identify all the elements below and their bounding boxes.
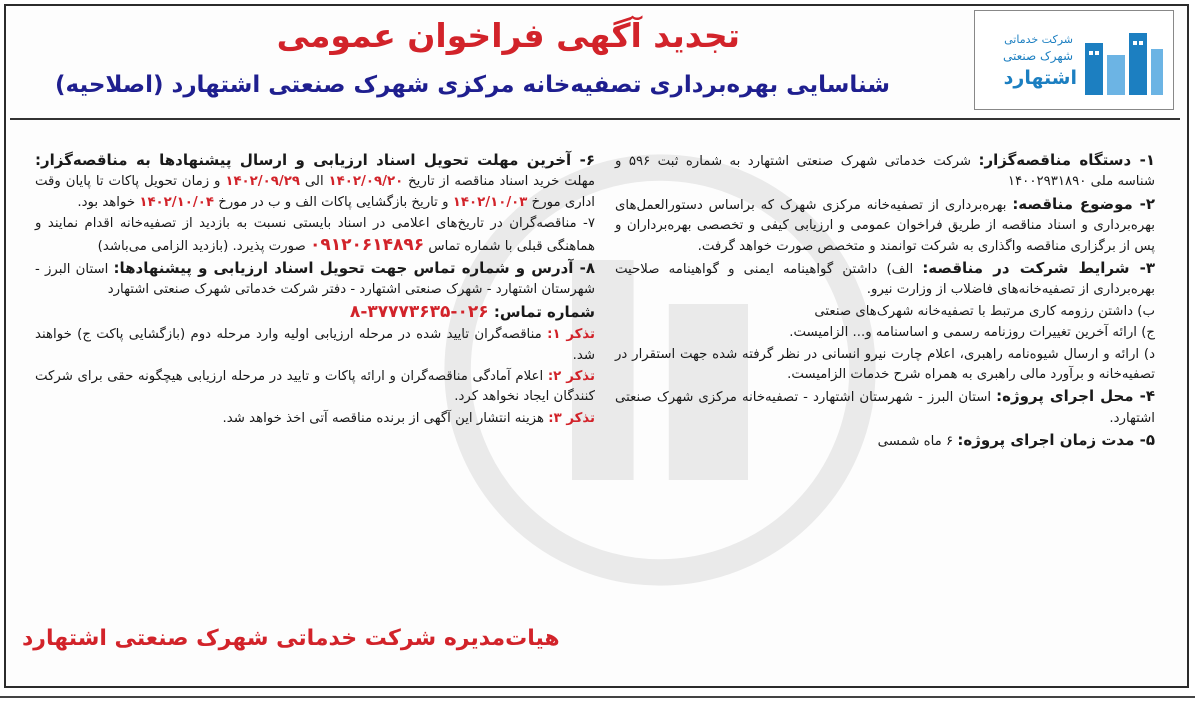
section-6-text-4: و تاریخ بازگشایی پاکات الف و ب در مورخ: [213, 194, 453, 210]
contact-phone-row: [35, 302, 595, 324]
section-2-text: بهره‌برداری از تصفیه‌خانه مرکزی شهرک که براساس دستورالعمل‌های بهره‌برداری و اسناد مناقصه از طریق فراخوان عمومی و ارزیابی کیفی و تخصصی بهره‌برداران و پس از برگزاری مناقصه واگذاری به شرکت توانمند و متخصص صورت خواهد گرفت.: [615, 197, 1155, 254]
purchase-start-date: ۱۴۰۲/۰۹/۲۰: [328, 174, 404, 190]
contact-phone-value: ۰۲۶-۳۷۷۷۳۶۳۵-۸: [349, 301, 489, 322]
section-7: [35, 214, 595, 257]
section-5: [615, 430, 1155, 452]
company-logo: [974, 10, 1174, 110]
visit-contact-phone: ۰۹۱۲۰۶۱۴۸۹۶: [309, 234, 425, 255]
section-3-heading: ۳- شرایط شرکت در مناقصه:: [922, 259, 1155, 278]
delivery-deadline-date: ۱۴۰۲/۱۰/۰۳: [452, 194, 528, 210]
purchase-end-date: ۱۴۰۲/۰۹/۲۹: [225, 174, 300, 190]
section-2-heading: ۲- موضوع مناقصه:: [1012, 194, 1156, 213]
note-3: [35, 409, 595, 429]
left-column: [35, 150, 595, 430]
section-7-text-1: ۷- مناقصه‌گران در تاریخ‌های اعلامی در اسناد بایستی نسبت به بازدید از تصفیه‌خانه اقدام نمایند و هماهنگی قبلی با شماره تماس: [35, 216, 595, 254]
note-2: [35, 367, 595, 408]
section-6-text-5: خواهد بود.: [77, 194, 140, 210]
section-5-text: ۶ ماه شمسی: [877, 434, 958, 450]
note-3-heading: تذکر ۳:: [548, 410, 595, 426]
board-signature: هیات‌مدیره شرکت خدماتی شهرک صنعتی اشتهارد: [22, 626, 560, 651]
section-2: [615, 194, 1155, 257]
section-4-text: استان البرز - شهرستان اشتهارد - تصفیه‌خانه مرکزی شهرک صنعتی اشتهارد.: [615, 390, 1155, 426]
section-8: [35, 258, 595, 301]
section-8-text: استان البرز - شهرستان اشتهارد - شهرک صنعتی اشتهارد - دفتر شرکت خدماتی شهرک صنعتی اشتهارد: [35, 262, 595, 298]
section-1-text: شرکت خدماتی شهرک صنعتی اشتهارد به شماره ثبت ۵۹۶ و شناسه ملی ۱۴۰۰۲۹۳۱۸۹۰: [615, 154, 1155, 190]
section-4: [615, 386, 1155, 429]
section-3-item-a: الف) داشتن گواهینامه ایمنی و گواهینامه صلاحیت بهره‌برداری از تصفیه‌خانه‌های فاضلاب از وزارت نیرو.: [615, 262, 1155, 298]
section-4-heading: ۴- محل اجرای پروژه:: [996, 387, 1156, 406]
note-2-heading: تذکر ۲:: [547, 369, 595, 385]
opening-date: ۱۴۰۲/۱۰/۰۴: [139, 194, 214, 210]
section-6-text-2: الی: [299, 174, 329, 190]
right-column: [615, 150, 1155, 454]
section-3-item-c: ج) ارائه آخرین تغییرات روزنامه رسمی و اساسنامه و... الزامیست.: [789, 325, 1155, 341]
logo-building-icon: [1081, 25, 1167, 99]
header: [10, 8, 1180, 118]
section-3-item-d: د) ارائه و ارسال شیوه‌نامه راهبری، اعلام چارت نیرو انسانی در نظر گرفته شده جهت استقرار در تصفیه‌خانه و برآورد مالی راهبری به همراه شرح خدمات الزامیست.: [615, 346, 1155, 383]
note-3-text: هزینه انتشار این آگهی از برنده مناقصه آتی اخذ خواهد شد.: [222, 410, 549, 426]
logo-text-line1: شرکت خدماتی: [1004, 33, 1073, 46]
notice-title: تجدید آگهی فراخوان عمومی: [276, 16, 740, 55]
section-6: [35, 150, 595, 213]
bottom-divider: [0, 696, 1195, 698]
note-1: [35, 325, 595, 366]
section-6-heading: ۶- آخرین مهلت تحویل اسناد ارزیابی و ارسال پیشنهادها به مناقصه‌گزار:: [35, 151, 595, 169]
section-6-text-3: و زمان تحویل پاکات تا پایان وقت اداری مورخ: [35, 174, 595, 210]
section-8-heading: ۸- آدرس و شماره تماس جهت تحویل اسناد ارزیابی و پیشنهادها:: [113, 259, 595, 278]
logo-text-line3: اشتهارد: [1003, 67, 1077, 89]
section-7-text-2: صورت پذیرد. (بازدید الزامی می‌باشد): [97, 238, 310, 254]
note-1-text: مناقصه‌گران تایید شده در مرحله ارزیابی اولیه وارد مرحله دوم (بازگشایی پاکت ج) خواهند شد.: [35, 327, 595, 363]
section-1: [615, 150, 1155, 193]
contact-phone-label: شماره تماس:: [488, 302, 595, 321]
section-3-item-b: ب) داشتن رزومه کاری مرتبط با تصفیه‌خانه شهرک‌های صنعتی: [814, 303, 1155, 319]
section-1-heading: ۱- دستگاه مناقصه‌گزار:: [978, 151, 1155, 169]
note-1-heading: تذکر ۱:: [547, 327, 595, 343]
notice-subtitle: شناسایی بهره‌برداری تصفیه‌خانه مرکزی شهرک صنعتی اشتهارد (اصلاحیه): [55, 72, 890, 98]
header-divider: [10, 118, 1180, 120]
note-2-text: اعلام آمادگی مناقصه‌گران و ارائه پاکات و تایید در مرحله ارزیابی هیچگونه حقی برای شرکت کنندگان ایجاد نخواهد کرد.: [35, 369, 595, 405]
section-5-heading: ۵- مدت زمان اجرای پروژه:: [957, 431, 1155, 450]
section-6-text-1: مهلت خرید اسناد مناقصه از تاریخ: [403, 174, 595, 190]
logo-text-line2: شهرک صنعتی: [1003, 49, 1073, 63]
section-3: [615, 258, 1155, 301]
